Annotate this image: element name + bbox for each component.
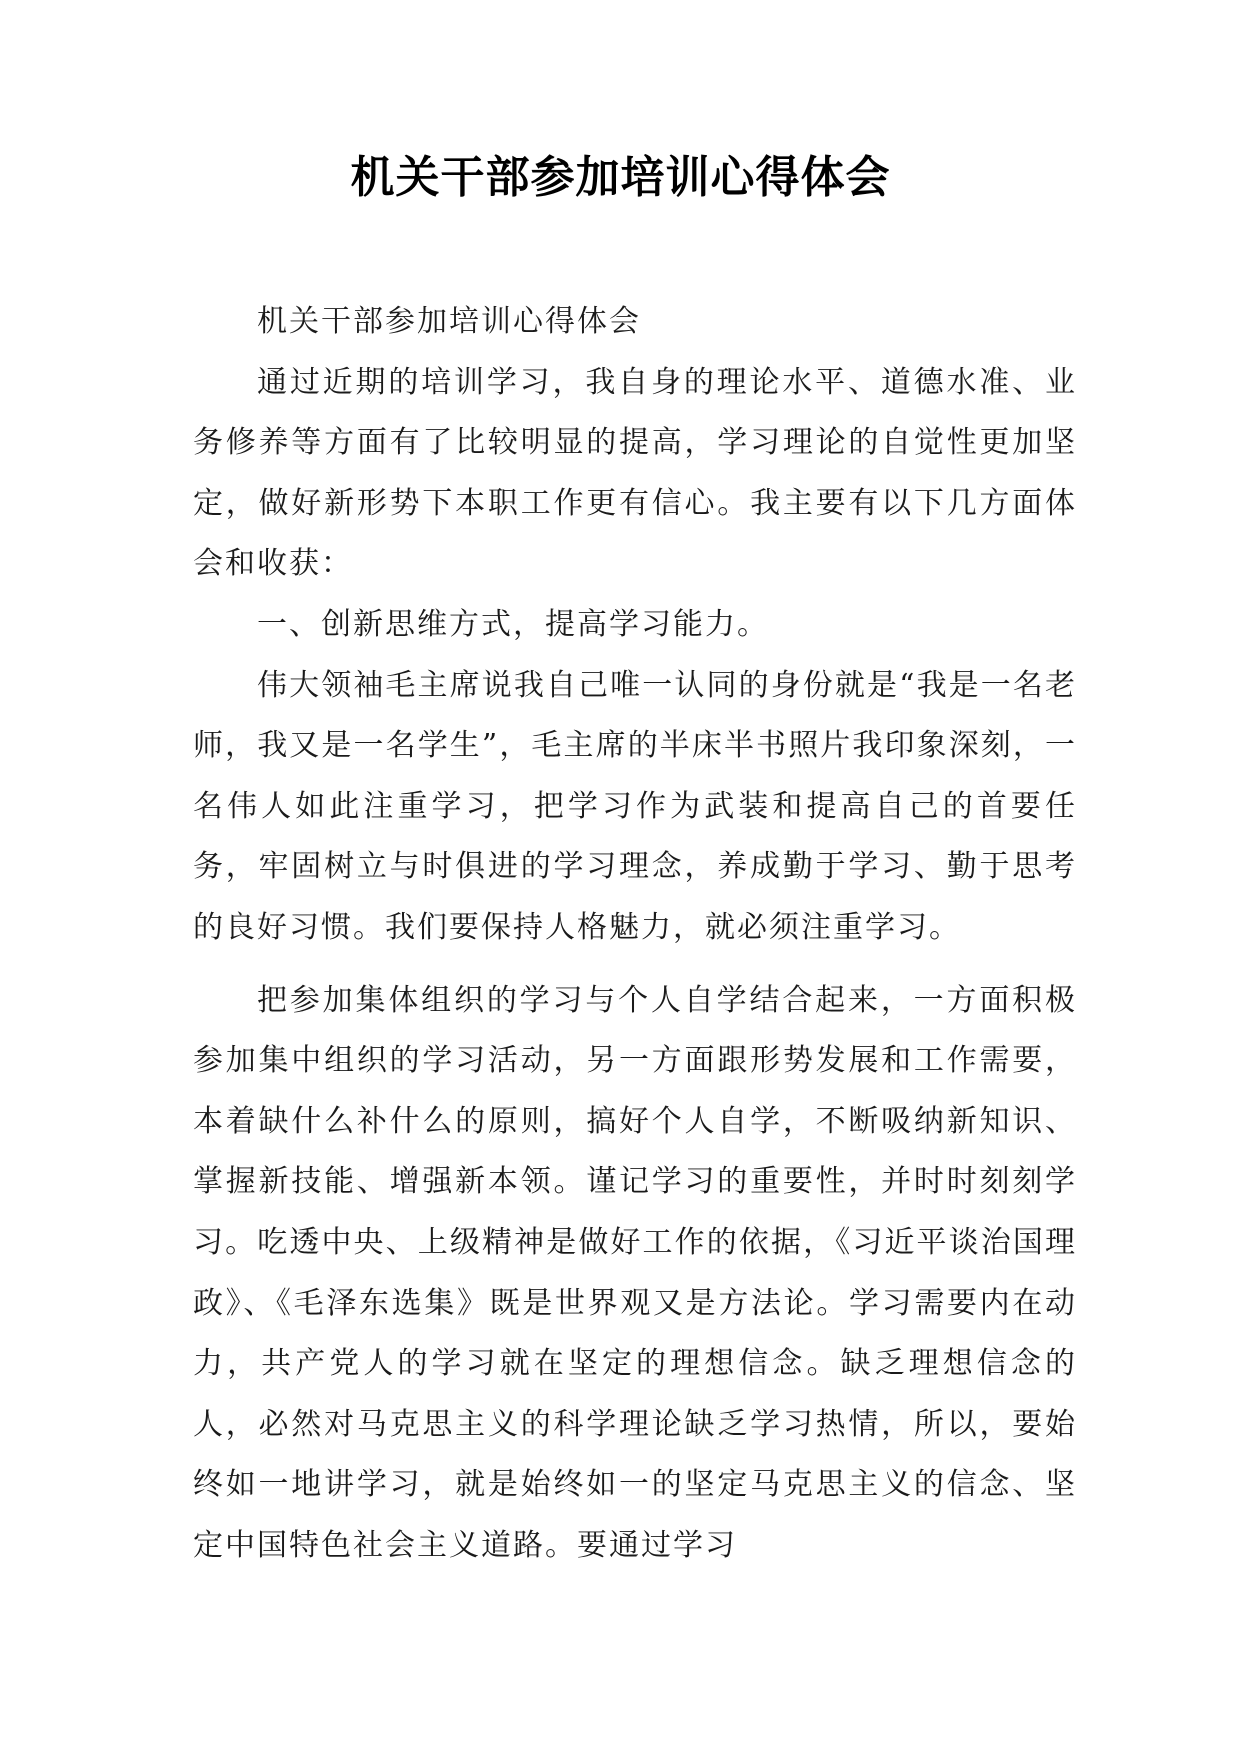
document-title: 机关干部参加培训心得体会 xyxy=(350,152,891,203)
section-heading-1: 一、创新思维方式，提高学习能力。 xyxy=(257,606,769,642)
paragraph-intro: 通过近期的培训学习，我自身的理论水平、道德水准、业务修养等方面有了比较明显的提高，学习理论的自觉性更加坚定，做好新形势下本职工作更有信心。我主要有以下几方面体会和收获： xyxy=(193,364,1077,582)
paragraph-mao-quote: 伟大领袖毛主席说我自己唯一认同的身份就是“我是一名老师，我又是一名学生”，毛主席的半床半书照片我印象深刻，一名伟人如此注重学习，把学习作为武装和提高自己的首要任务，牢固树立与时俱进的学习理念，养成勤于学习、勤于思考的良好习惯。我们要保持人格魅力，就必须注重学习。 xyxy=(193,667,1077,945)
document-body xyxy=(193,292,1077,1576)
paragraph-self-study: 把参加集体组织的学习与个人自学结合起来，一方面积极参加集中组织的学习活动，另一方面跟形势发展和工作需要，本着缺什么补什么的原则，搞好个人自学，不断吸纳新知识、掌握新技能、增强新本领。谨记学习的重要性，并时时刻刻学习。吃透中央、上级精神是做好工作的依据，《习近平谈治国理政》、《毛泽东选集》既是世界观又是方法论。学习需要内在动力，共产党人的学习就在坚定的理想信念。缺乏理想信念的人，必然对马克思主义的科学理论缺乏学习热情，所以，要始终如一地讲学习，就是始终如一的坚定马克思主义的信念、坚定中国特色社会主义道路。要通过学习 xyxy=(193,982,1077,1563)
paragraph-heading: 机关干部参加培训心得体会 xyxy=(257,304,641,339)
